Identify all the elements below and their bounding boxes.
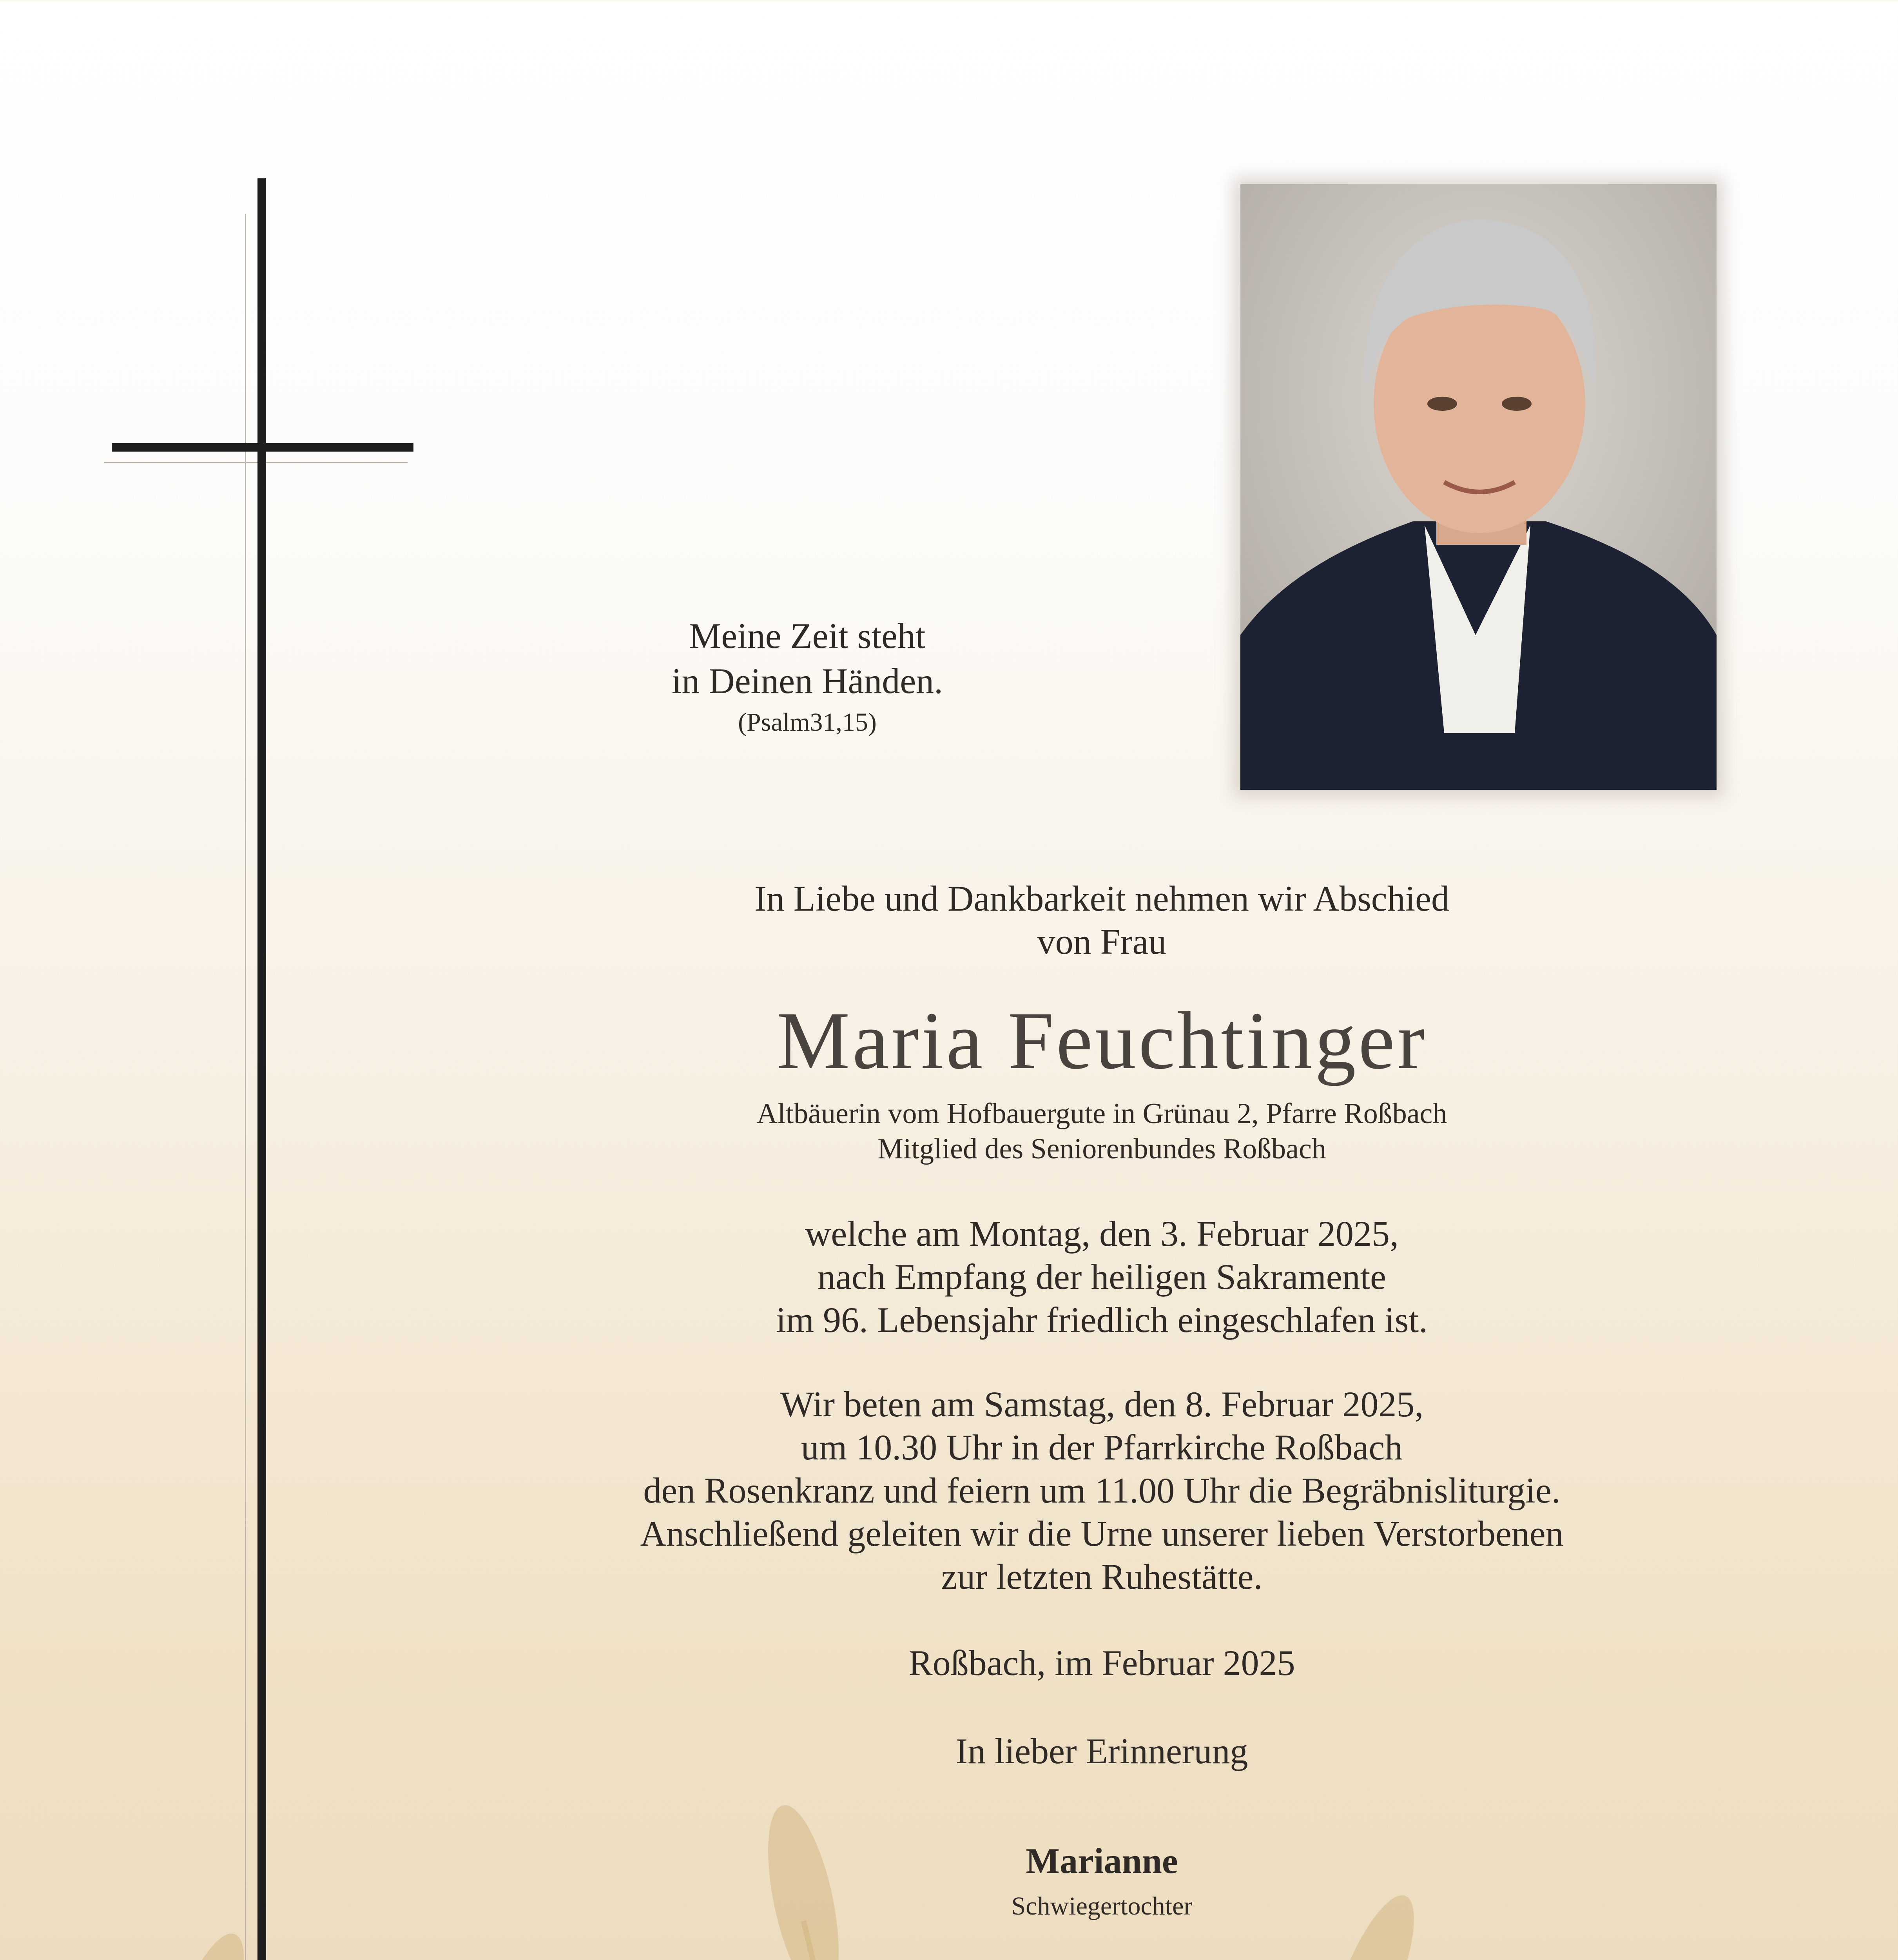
death-line-1: welche am Montag, den 3. Februar 2025, [805, 1214, 1399, 1254]
portrait-photo [1240, 184, 1717, 790]
motto-line-2: in Deinen Händen. [671, 661, 943, 701]
service-line-4: Anschließend geleiten wir die Urne unserer lieben Verstorbenen [640, 1514, 1564, 1553]
service-line-2: um 10.30 Uhr in der Pfarrkirche Roßbach [801, 1427, 1403, 1467]
service-line-1: Wir beten am Samstag, den 8. Februar 2025, [780, 1384, 1424, 1424]
mourner-relation: Schwiegertochter [1011, 1892, 1193, 1920]
intro-line-1: In Liebe und Dankbarkeit nehmen wir Abschied [754, 878, 1450, 918]
deceased-description-1: Altbäuerin vom Hofbauergute in Grünau 2, Pfarre Roßbach [756, 1098, 1447, 1130]
motto-line-1: Meine Zeit steht [689, 616, 926, 656]
place-date: Roßbach, im Februar 2025 [908, 1643, 1295, 1683]
deceased-name: Maria Feuchtinger [777, 995, 1427, 1086]
deceased-description-2: Mitglied des Seniorenbundes Roßbach [877, 1133, 1326, 1165]
cross-shadow-horizontal [104, 462, 408, 463]
service-line-5: zur letzten Ruhestätte. [941, 1557, 1263, 1597]
remembrance: In lieber Erinnerung [955, 1731, 1248, 1771]
motto-source: (Psalm31,15) [738, 708, 877, 737]
cross-horizontal-bar [112, 443, 413, 452]
intro-line-2: von Frau [1037, 922, 1167, 962]
mourner-name: Marianne [1026, 1841, 1178, 1881]
death-line-3: im 96. Lebensjahr friedlich eingeschlafen ist. [776, 1300, 1428, 1340]
service-line-3: den Rosenkranz und feiern um 11.00 Uhr die Begräbnisliturgie. [643, 1470, 1561, 1510]
death-line-2: nach Empfang der heiligen Sakramente [818, 1257, 1386, 1297]
